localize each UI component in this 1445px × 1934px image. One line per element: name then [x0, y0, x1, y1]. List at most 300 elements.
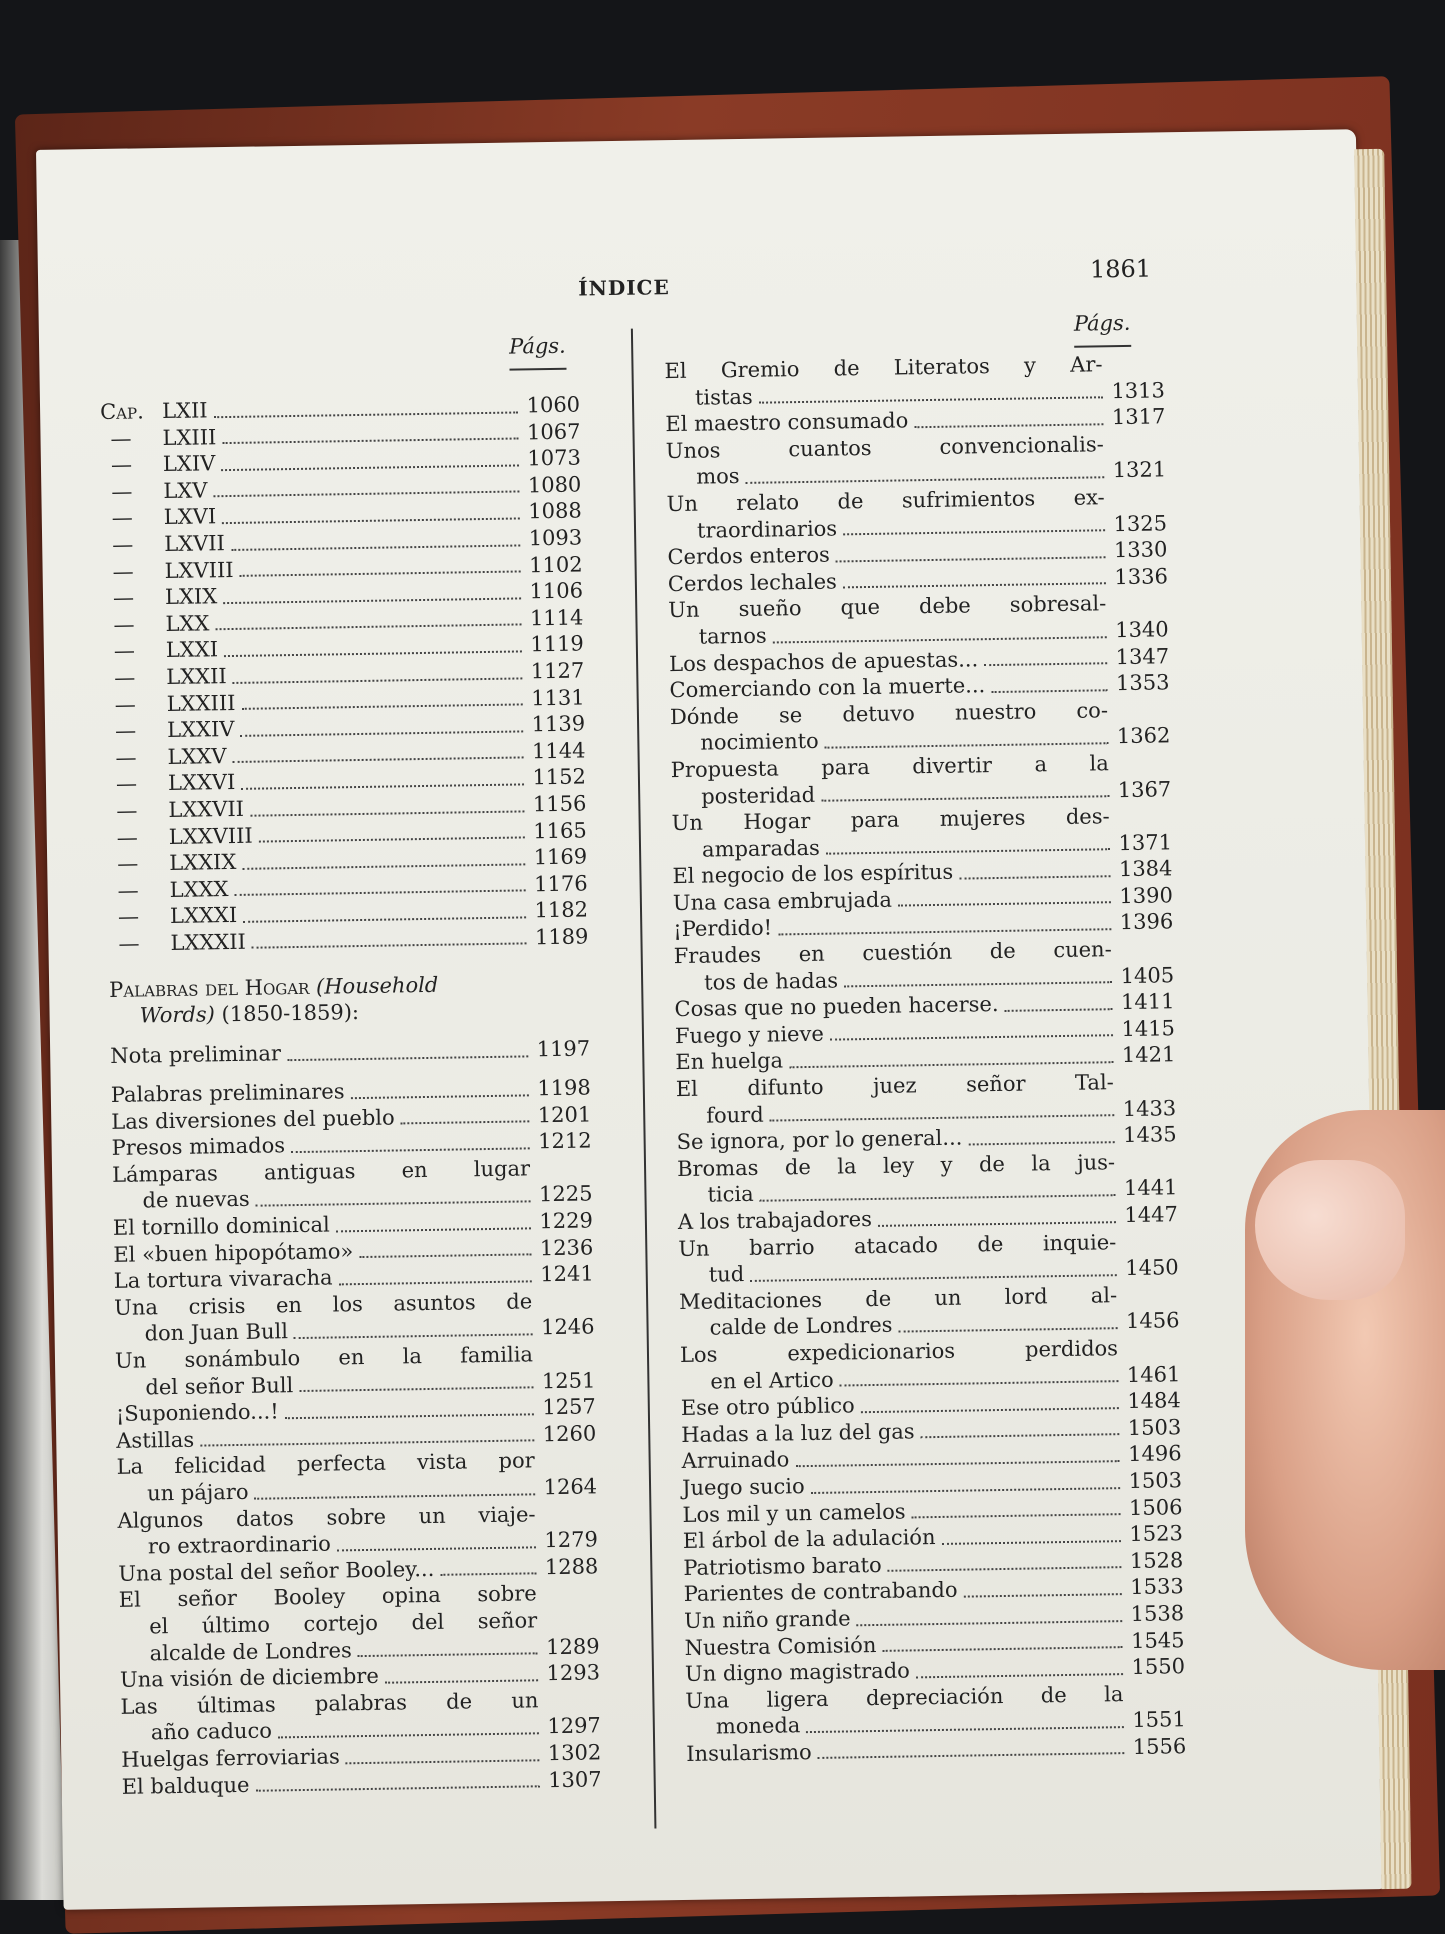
leader-dots	[359, 1254, 531, 1259]
entry-page: 1257	[542, 1394, 596, 1420]
entry-text: tud	[708, 1262, 745, 1287]
entry-page: 1523	[1129, 1521, 1184, 1547]
leader-dots	[240, 571, 521, 577]
leader-dots	[750, 1274, 1117, 1282]
chapter-page: 1073	[527, 445, 582, 471]
entry-text: Una crisis en los asuntos de	[114, 1289, 533, 1320]
chapter-page: 1119	[530, 631, 585, 657]
leader-dots	[818, 1753, 1125, 1760]
chapter-label	[106, 796, 244, 825]
chapter-page: 1093	[528, 525, 583, 551]
entry-page: 1212	[537, 1128, 592, 1154]
leader-dots	[898, 902, 1111, 907]
entry-text: en el Artico	[710, 1367, 834, 1394]
chapter-page: 1067	[526, 419, 581, 444]
chapter-roman: LXIV	[162, 451, 216, 477]
chapter-prefix: —	[113, 612, 135, 637]
entry-text: El maestro consumado	[665, 408, 909, 437]
leader-dots	[912, 1513, 1121, 1518]
leader-dots	[844, 981, 1112, 987]
entry-text: Cerdos lechales	[667, 569, 838, 596]
chapter-label	[107, 876, 228, 904]
entry-page: 1264	[543, 1474, 598, 1500]
chapter-roman: LXXXI	[169, 903, 238, 929]
chapter-label	[103, 583, 218, 611]
leader-dots	[826, 848, 1110, 854]
chapter-label	[102, 557, 233, 586]
entry-page: 1550	[1131, 1654, 1186, 1680]
entry-page: 1390	[1119, 883, 1174, 908]
chapter-label	[102, 504, 217, 532]
entry-text: Cerdos enteros	[667, 542, 831, 570]
leader-dots	[214, 491, 520, 498]
chapter-label	[107, 822, 253, 851]
leader-dots	[789, 1061, 1113, 1068]
leader-dots	[825, 742, 1109, 748]
chapter-prefix: —	[110, 452, 133, 478]
entry-text: El Gremio de Literatos y Ar-	[664, 352, 1103, 384]
chapter-page: 1182	[534, 897, 589, 923]
leader-dots	[252, 943, 527, 949]
chapter-page: 1139	[531, 711, 586, 737]
entry-text: La felicidad perfecta vista por	[116, 1448, 535, 1480]
right-entry-list	[664, 350, 1186, 1767]
entry-text: alcalde de Londres	[149, 1637, 352, 1665]
entry-text: don Juan Bull	[144, 1319, 289, 1346]
entry-page: 1246	[540, 1314, 595, 1340]
chapter-label	[102, 530, 225, 559]
entry-text: Fuego y nieve	[674, 1021, 824, 1048]
chapter-prefix: —	[117, 904, 140, 930]
entry-page: 1556	[1132, 1734, 1187, 1759]
chapter-page: 1156	[532, 791, 587, 817]
entry-page: 1441	[1123, 1175, 1178, 1201]
chapter-page: 1127	[530, 658, 585, 684]
entry-text: Nota preliminar	[110, 1041, 282, 1069]
chapter-roman: LXXXII	[170, 929, 247, 955]
entry-page: 1302	[547, 1740, 602, 1766]
entry-page: 1251	[541, 1367, 596, 1393]
chapter-label	[108, 902, 237, 931]
chapter-prefix: —	[116, 824, 138, 850]
leader-dots	[984, 662, 1107, 666]
entry-text: amparadas	[701, 835, 820, 862]
chapter-label	[108, 929, 246, 958]
chapter-page: 1060	[526, 392, 581, 418]
leader-dots	[214, 411, 518, 418]
leader-dots	[821, 795, 1109, 802]
leader-dots	[759, 396, 1103, 403]
chapter-label	[107, 849, 236, 878]
entry-text: ticia	[707, 1182, 754, 1207]
entry-text: El señor Booley opina sobre	[118, 1581, 537, 1613]
leader-dots	[778, 928, 1111, 935]
entry-text: Palabras preliminares	[110, 1079, 345, 1108]
chapter-roman: LXV	[163, 478, 208, 503]
section-title-line2-italic: Words)	[139, 1002, 216, 1028]
chapter-prefix: —	[115, 745, 137, 770]
leader-dots	[285, 1413, 534, 1419]
thumb-nail	[1255, 1160, 1405, 1300]
entry-text: ¡Suponiendo...!	[115, 1399, 279, 1427]
entry-text: nocimiento	[700, 729, 819, 755]
page-number: 1861	[1089, 254, 1152, 284]
chapter-prefix: —	[118, 931, 140, 956]
entry-page: 1198	[537, 1075, 591, 1101]
leader-dots	[224, 650, 522, 657]
entry-text: Fraudes en cuestión de cuen-	[673, 937, 1112, 969]
leader-dots	[843, 583, 1106, 589]
entry-page: 1362	[1116, 723, 1171, 749]
right-column	[664, 350, 1186, 1767]
leader-dots	[836, 556, 1106, 562]
entry-text: Astillas	[116, 1427, 195, 1453]
entry-text: Un niño grande	[683, 1606, 851, 1633]
chapter-label	[101, 477, 207, 505]
entry-text: tos de hadas	[703, 968, 839, 995]
entry-page: 1421	[1121, 1042, 1176, 1068]
leader-dots	[1005, 1008, 1113, 1012]
entry-text: Cosas que no pueden hacerse.	[674, 992, 999, 1022]
chapter-page: 1169	[533, 844, 588, 870]
leader-dots	[336, 1227, 531, 1232]
chapter-list	[100, 391, 589, 957]
chapter-prefix: —	[113, 638, 136, 664]
chapter-prefix: —	[117, 878, 139, 903]
chapter-page: 1080	[527, 472, 582, 498]
chapter-label	[104, 637, 219, 665]
page-content	[36, 129, 1383, 1910]
entry-text: En huelga	[675, 1048, 784, 1075]
chapter-roman: LXX	[165, 611, 210, 636]
leader-dots	[914, 423, 1103, 428]
chapter-label	[104, 663, 227, 692]
leader-dots	[921, 1433, 1120, 1438]
leader-dots	[235, 890, 526, 897]
leader-dots	[215, 624, 521, 631]
entry-page: 1456	[1125, 1308, 1180, 1334]
chapter-roman: LXII	[161, 398, 208, 424]
chapter-prefix: —	[111, 479, 133, 504]
chapter-roman: LXVIII	[164, 557, 234, 583]
entry-page: 1503	[1127, 1414, 1182, 1440]
chapter-prefix: —	[112, 532, 134, 557]
entry-text: El tornillo dominical	[112, 1212, 330, 1240]
entry-page: 1433	[1122, 1095, 1177, 1121]
book-page	[36, 129, 1383, 1910]
entry-page: 1201	[537, 1102, 592, 1127]
entry-page: 1435	[1122, 1122, 1177, 1148]
leader-dots	[242, 704, 523, 710]
leader-dots	[899, 1327, 1118, 1332]
chapter-prefix: —	[112, 559, 134, 584]
leader-dots	[811, 1487, 1120, 1494]
entry-page: 1260	[542, 1421, 597, 1446]
leader-dots	[259, 837, 525, 843]
entry-page: 1225	[538, 1181, 593, 1207]
leader-dots	[843, 529, 1105, 535]
entry-text: Las diversiones del pueblo	[111, 1105, 395, 1134]
leader-dots	[773, 636, 1107, 643]
section-title-line2: (1850-1859):	[221, 1000, 360, 1027]
leader-dots	[233, 757, 524, 764]
entry-page: 1461	[1126, 1361, 1181, 1387]
entry-text: Parientes de contrabando	[683, 1578, 958, 1607]
entry-page: 1321	[1112, 457, 1167, 483]
leader-dots	[857, 1620, 1123, 1626]
leader-dots	[243, 916, 526, 922]
chapter-roman: LXXIX	[169, 850, 237, 876]
chapter-prefix: —	[117, 851, 139, 876]
chapter-prefix: —	[116, 798, 138, 823]
entry-text: calde de Londres	[709, 1313, 893, 1340]
leader-dots	[346, 1759, 540, 1764]
entry-text: Los despachos de apuestas...	[668, 646, 979, 676]
entry-text: un pájaro	[146, 1479, 249, 1506]
entry-page: 1415	[1121, 1016, 1176, 1041]
chapter-roman: LXXII	[166, 664, 227, 689]
entry-text: Ese otro público	[680, 1393, 855, 1421]
leader-dots	[806, 1726, 1124, 1733]
pags-label-right: Págs.	[1074, 311, 1131, 348]
chapter-roman: LXXIII	[166, 690, 236, 716]
chapter-roman: LXXIV	[166, 717, 235, 743]
entry-page: 1229	[539, 1208, 594, 1234]
entry-text: Un sonámbulo en la familia	[114, 1342, 534, 1373]
chapter-page: 1114	[529, 605, 584, 631]
chapter-roman: LXXX	[169, 876, 229, 902]
leader-dots	[222, 438, 518, 445]
entry-page: 1545	[1130, 1627, 1185, 1653]
entry-page: 1317	[1111, 404, 1166, 430]
entry-text: Una ligera depreciación de la	[685, 1681, 1124, 1713]
entry-text: ro extraordinario	[147, 1531, 332, 1559]
leader-dots	[287, 1055, 528, 1061]
leader-dots	[942, 1540, 1121, 1545]
entry-text: Bromas de la ley y de la jus-	[676, 1149, 1116, 1181]
leader-dots	[351, 1094, 529, 1099]
chapter-roman: LXIII	[162, 424, 217, 450]
leader-dots	[991, 689, 1107, 693]
running-header-title: ÍNDICE	[578, 275, 670, 301]
entry-text: El difunto juez señor Tal-	[675, 1070, 1114, 1102]
entry-text: La tortura vivaracha	[113, 1265, 333, 1294]
entry-page: 1336	[1114, 564, 1169, 589]
chapter-page: 1176	[533, 871, 588, 896]
entry-page: 1396	[1119, 909, 1174, 935]
leader-dots	[888, 1566, 1122, 1572]
chapter-prefix: —	[115, 771, 138, 797]
entry-page: 1307	[548, 1766, 602, 1792]
entry-page: 1353	[1115, 670, 1170, 696]
entry-text: año caduco	[150, 1718, 273, 1745]
entry-text: Un Hogar para mujeres des-	[671, 804, 1110, 836]
chapter-prefix: —	[114, 692, 136, 717]
entry-text: traordinarios	[696, 516, 838, 543]
entry-text: moneda	[715, 1713, 801, 1739]
entry-page: 1197	[536, 1036, 591, 1062]
leader-dots	[760, 1194, 1116, 1202]
entry-text: mos	[696, 464, 740, 490]
entry-text: Un barrio atacado de inquie-	[678, 1229, 1117, 1261]
entry-text: ¡Perdido!	[673, 916, 773, 942]
entry-page: 1528	[1129, 1547, 1184, 1573]
leader-dots	[861, 1407, 1119, 1413]
entry-page: 1347	[1115, 643, 1170, 669]
entry-text: El árbol de la adulación	[682, 1525, 936, 1554]
chapter-label	[100, 424, 216, 452]
entry-text: A los trabajadores	[677, 1207, 873, 1235]
chapter-page: 1102	[528, 552, 583, 577]
entry-page: 1503	[1128, 1468, 1183, 1493]
entry-text: Insularismo	[686, 1739, 812, 1766]
leader-dots	[795, 1460, 1119, 1467]
chapter-prefix: —	[114, 665, 136, 690]
leader-dots	[278, 1732, 539, 1738]
column-divider	[631, 329, 657, 1829]
entry-text: Los expedicionarios perdidos	[679, 1336, 1119, 1368]
entry-text: el último cortejo del señor	[149, 1608, 538, 1639]
leader-dots	[830, 1035, 1113, 1041]
entry-page: 1288	[544, 1554, 599, 1579]
section-heading	[109, 970, 590, 1030]
entry-text: El negocio de los espíritus	[672, 859, 954, 889]
chapter-roman: LXVI	[163, 504, 217, 530]
entry-text: del señor Bull	[145, 1372, 294, 1400]
leader-dots	[233, 677, 523, 684]
chapter-prefix: —	[111, 505, 133, 531]
leader-dots	[299, 1387, 533, 1393]
chapter-label	[105, 743, 226, 771]
entry-text: Comerciando con la muerte...	[669, 673, 986, 703]
entry-text: Patriotismo barato	[683, 1552, 882, 1580]
chapter-roman: LXXVIII	[168, 823, 253, 849]
entry-text: Dónde se detuvo nuestro co-	[669, 697, 1109, 729]
chapter-prefix: —	[110, 426, 132, 451]
leader-dots	[840, 1380, 1119, 1386]
entry-text: Juego sucio	[681, 1474, 805, 1500]
entry-page: 1484	[1127, 1388, 1181, 1414]
entry-text: Unos cuantos convencionalis-	[665, 432, 1104, 463]
leader-dots	[959, 875, 1110, 879]
leader-dots	[770, 1114, 1115, 1121]
entry-text: Un relato de sufrimientos ex-	[666, 485, 1105, 517]
leader-dots	[241, 730, 524, 736]
pags-label-left: Págs.	[509, 334, 566, 371]
chapter-page: 1106	[529, 578, 584, 604]
leader-dots	[255, 1493, 536, 1499]
entry-page: 1297	[547, 1713, 602, 1739]
leader-dots	[339, 1280, 532, 1285]
chapter-prefix: —	[114, 718, 137, 743]
leader-dots	[746, 476, 1105, 484]
entry-text: Huelgas ferroviarias	[121, 1744, 340, 1772]
leader-dots	[882, 1646, 1122, 1652]
leader-dots	[223, 597, 521, 604]
entry-page: 1450	[1125, 1255, 1179, 1281]
entry-page: 1405	[1120, 962, 1175, 988]
chapter-roman: LXXV	[167, 743, 227, 769]
entry-text: Un sueño que debe sobresal-	[668, 591, 1107, 623]
left-column	[100, 391, 602, 1799]
entry-text: posteridad	[701, 782, 816, 809]
chapter-roman: LXXVI	[167, 770, 236, 796]
chapter-prefix: —	[112, 585, 135, 610]
entry-page: 1325	[1113, 510, 1168, 536]
entry-page: 1236	[539, 1235, 594, 1260]
leader-dots	[294, 1333, 533, 1339]
entry-page: 1447	[1124, 1202, 1179, 1228]
entry-text: Hadas a la luz del gas	[681, 1419, 915, 1447]
entry-text: El balduque	[121, 1772, 250, 1799]
leader-dots	[878, 1221, 1116, 1227]
entry-text: Una casa embrujada	[672, 887, 893, 915]
entry-page: 1538	[1130, 1601, 1185, 1626]
entry-text: tistas	[694, 384, 753, 410]
chapter-label	[103, 610, 209, 638]
leader-dots	[221, 464, 519, 471]
entry-text: Arruinado	[681, 1447, 790, 1474]
chapter-roman: LXIX	[164, 584, 218, 610]
leader-dots	[337, 1546, 536, 1551]
entry-page: 1411	[1120, 989, 1175, 1015]
entry-page: 1241	[540, 1261, 594, 1287]
leader-dots	[200, 1440, 534, 1447]
entry-text: Se ignora, por lo general...	[676, 1125, 963, 1155]
leader-dots	[256, 1200, 531, 1206]
entry-page: 1506	[1128, 1494, 1183, 1520]
leader-dots	[440, 1573, 536, 1577]
chapter-roman: LXVII	[164, 531, 226, 557]
chapter-roman: LXXI	[165, 637, 219, 663]
leader-dots	[968, 1141, 1114, 1145]
chapter-prefix: Cap.	[99, 399, 144, 425]
entry-text: Algunos datos sobre un viaje-	[117, 1501, 536, 1533]
leader-dots	[250, 810, 524, 816]
entry-page: 1533	[1130, 1574, 1184, 1600]
entry-text: Meditaciones de un lord al-	[678, 1282, 1118, 1314]
leader-dots	[916, 1673, 1123, 1678]
chapter-label	[101, 450, 216, 478]
leader-dots	[358, 1652, 538, 1657]
leader-dots	[222, 517, 520, 524]
entry-page: 1330	[1113, 537, 1168, 563]
entry-text: Nuestra Comisión	[684, 1632, 877, 1660]
left-entry-list	[110, 1036, 602, 1800]
entry-page: 1279	[544, 1527, 599, 1553]
leader-dots	[291, 1147, 530, 1153]
leader-dots	[401, 1121, 530, 1125]
entry-text: Una postal del señor Booley...	[118, 1556, 435, 1586]
chapter-page: 1165	[533, 817, 587, 843]
chapter-page: 1088	[528, 498, 582, 524]
leader-dots	[241, 783, 524, 789]
section-title: Palabras del Hogar	[109, 975, 310, 1003]
entry-page: 1384	[1118, 856, 1173, 882]
entry-text: Un digno magistrado	[684, 1658, 910, 1687]
entry-text: Propuesta para divertir a la	[670, 751, 1109, 783]
chapter-page: 1131	[531, 684, 585, 710]
entry-page: 1367	[1117, 776, 1172, 802]
leader-dots	[964, 1593, 1122, 1597]
entry-page: 1551	[1132, 1707, 1186, 1733]
entry-text: tarnos	[698, 623, 767, 649]
entry-page: 1289	[545, 1633, 600, 1659]
leader-dots	[256, 1785, 540, 1791]
entry-text: Lámparas antiguas en lugar	[111, 1156, 531, 1187]
entry-page: 1313	[1111, 377, 1166, 403]
leader-dots	[242, 863, 525, 869]
